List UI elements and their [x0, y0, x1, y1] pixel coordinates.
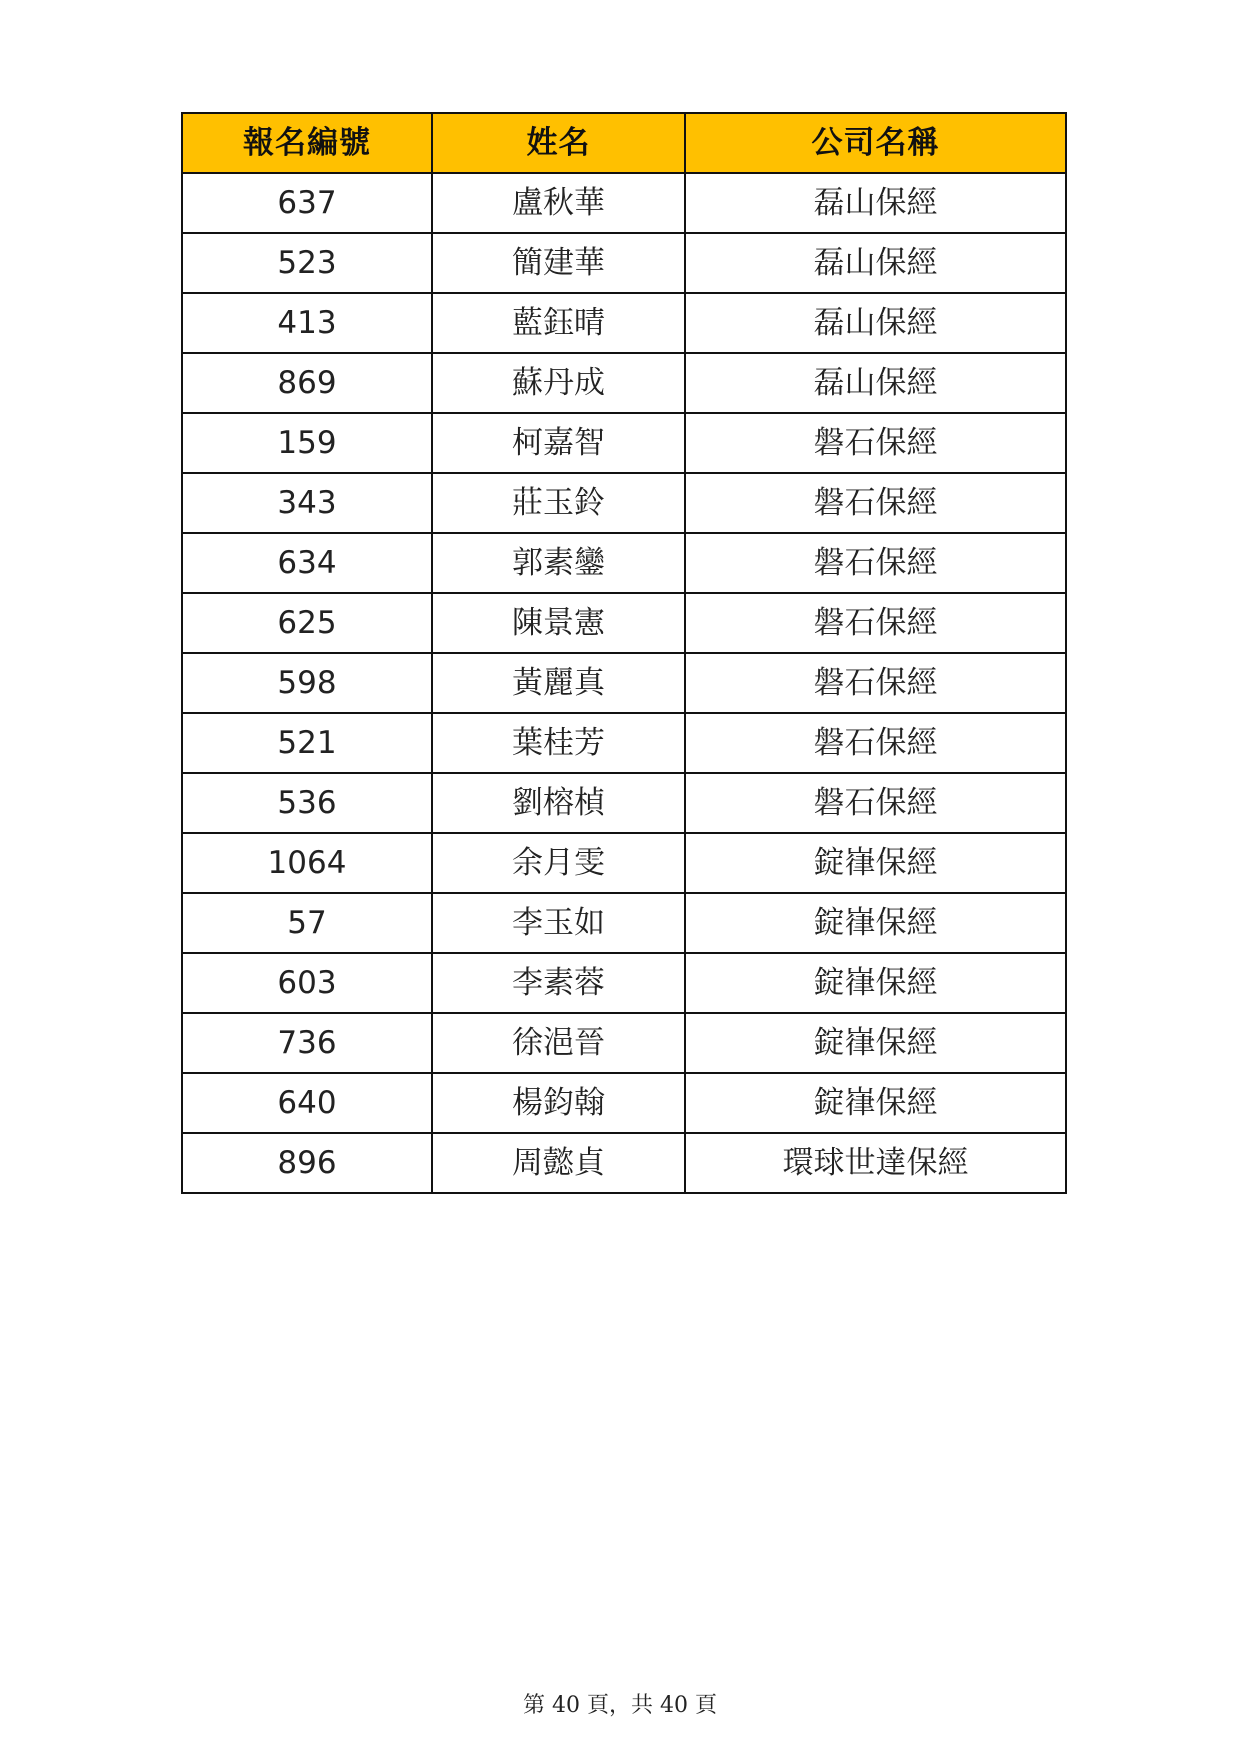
table-row: [182, 653, 1066, 713]
registration-table: [181, 112, 1067, 1194]
table-body: [182, 173, 1066, 1193]
table-row: [182, 893, 1066, 953]
table-row: [182, 593, 1066, 653]
table-row: [182, 233, 1066, 293]
registration-number-cell: 896: [182, 1133, 432, 1193]
company-name-cell: 磊山保經: [685, 293, 1066, 353]
name-cell: 劉榕楨: [432, 773, 685, 833]
company-name-cell: 磐石保經: [685, 473, 1066, 533]
table-row: [182, 473, 1066, 533]
page-number-footer: 第 40 頁，共 40 頁: [523, 1693, 717, 1718]
name-cell: 余月雯: [432, 833, 685, 893]
table-row: [182, 773, 1066, 833]
company-name-cell: 錠嵂保經: [685, 953, 1066, 1013]
table-row: [182, 713, 1066, 773]
table-header: [182, 113, 1066, 173]
name-cell: 徐浥晉: [432, 1013, 685, 1073]
registration-number-cell: 603: [182, 953, 432, 1013]
registration-number-cell: 413: [182, 293, 432, 353]
name-cell: 簡建華: [432, 233, 685, 293]
registration-number-cell: 625: [182, 593, 432, 653]
registration-number-cell: 343: [182, 473, 432, 533]
header-registration-number: 報名編號: [182, 113, 432, 173]
company-name-cell: 錠嵂保經: [685, 1013, 1066, 1073]
company-name-cell: 磐石保經: [685, 593, 1066, 653]
registration-number-cell: 536: [182, 773, 432, 833]
table-row: [182, 1013, 1066, 1073]
table-row: [182, 833, 1066, 893]
registration-number-cell: 869: [182, 353, 432, 413]
name-cell: 莊玉鈴: [432, 473, 685, 533]
table-row: [182, 293, 1066, 353]
company-name-cell: 磐石保經: [685, 413, 1066, 473]
registration-number-cell: 159: [182, 413, 432, 473]
table-row: [182, 173, 1066, 233]
name-cell: 蘇丹成: [432, 353, 685, 413]
table-row: [182, 953, 1066, 1013]
name-cell: 周懿貞: [432, 1133, 685, 1193]
registration-number-cell: 521: [182, 713, 432, 773]
company-name-cell: 錠嵂保經: [685, 893, 1066, 953]
name-cell: 黃麗真: [432, 653, 685, 713]
registration-number-cell: 523: [182, 233, 432, 293]
header-company-name: 公司名稱: [685, 113, 1066, 173]
company-name-cell: 磐石保經: [685, 713, 1066, 773]
company-name-cell: 磐石保經: [685, 533, 1066, 593]
company-name-cell: 磊山保經: [685, 233, 1066, 293]
name-cell: 李玉如: [432, 893, 685, 953]
registration-number-cell: 640: [182, 1073, 432, 1133]
company-name-cell: 錠嵂保經: [685, 1073, 1066, 1133]
name-cell: 陳景憲: [432, 593, 685, 653]
company-name-cell: 錠嵂保經: [685, 833, 1066, 893]
table-row: [182, 353, 1066, 413]
header-name: 姓名: [432, 113, 685, 173]
registration-number-cell: 57: [182, 893, 432, 953]
registration-number-cell: 598: [182, 653, 432, 713]
name-cell: 李素蓉: [432, 953, 685, 1013]
table-row: [182, 413, 1066, 473]
table-row: [182, 1073, 1066, 1133]
registration-number-cell: 736: [182, 1013, 432, 1073]
table-row: [182, 533, 1066, 593]
registration-number-cell: 637: [182, 173, 432, 233]
company-name-cell: 磐石保經: [685, 773, 1066, 833]
header-row: [182, 113, 1066, 173]
name-cell: 楊鈞翰: [432, 1073, 685, 1133]
company-name-cell: 磐石保經: [685, 653, 1066, 713]
company-name-cell: 環球世達保經: [685, 1133, 1066, 1193]
table-row: [182, 1133, 1066, 1193]
name-cell: 葉桂芳: [432, 713, 685, 773]
company-name-cell: 磊山保經: [685, 173, 1066, 233]
name-cell: 郭素鑾: [432, 533, 685, 593]
name-cell: 藍鈺晴: [432, 293, 685, 353]
registration-number-cell: 634: [182, 533, 432, 593]
registration-number-cell: 1064: [182, 833, 432, 893]
name-cell: 柯嘉智: [432, 413, 685, 473]
company-name-cell: 磊山保經: [685, 353, 1066, 413]
name-cell: 盧秋華: [432, 173, 685, 233]
